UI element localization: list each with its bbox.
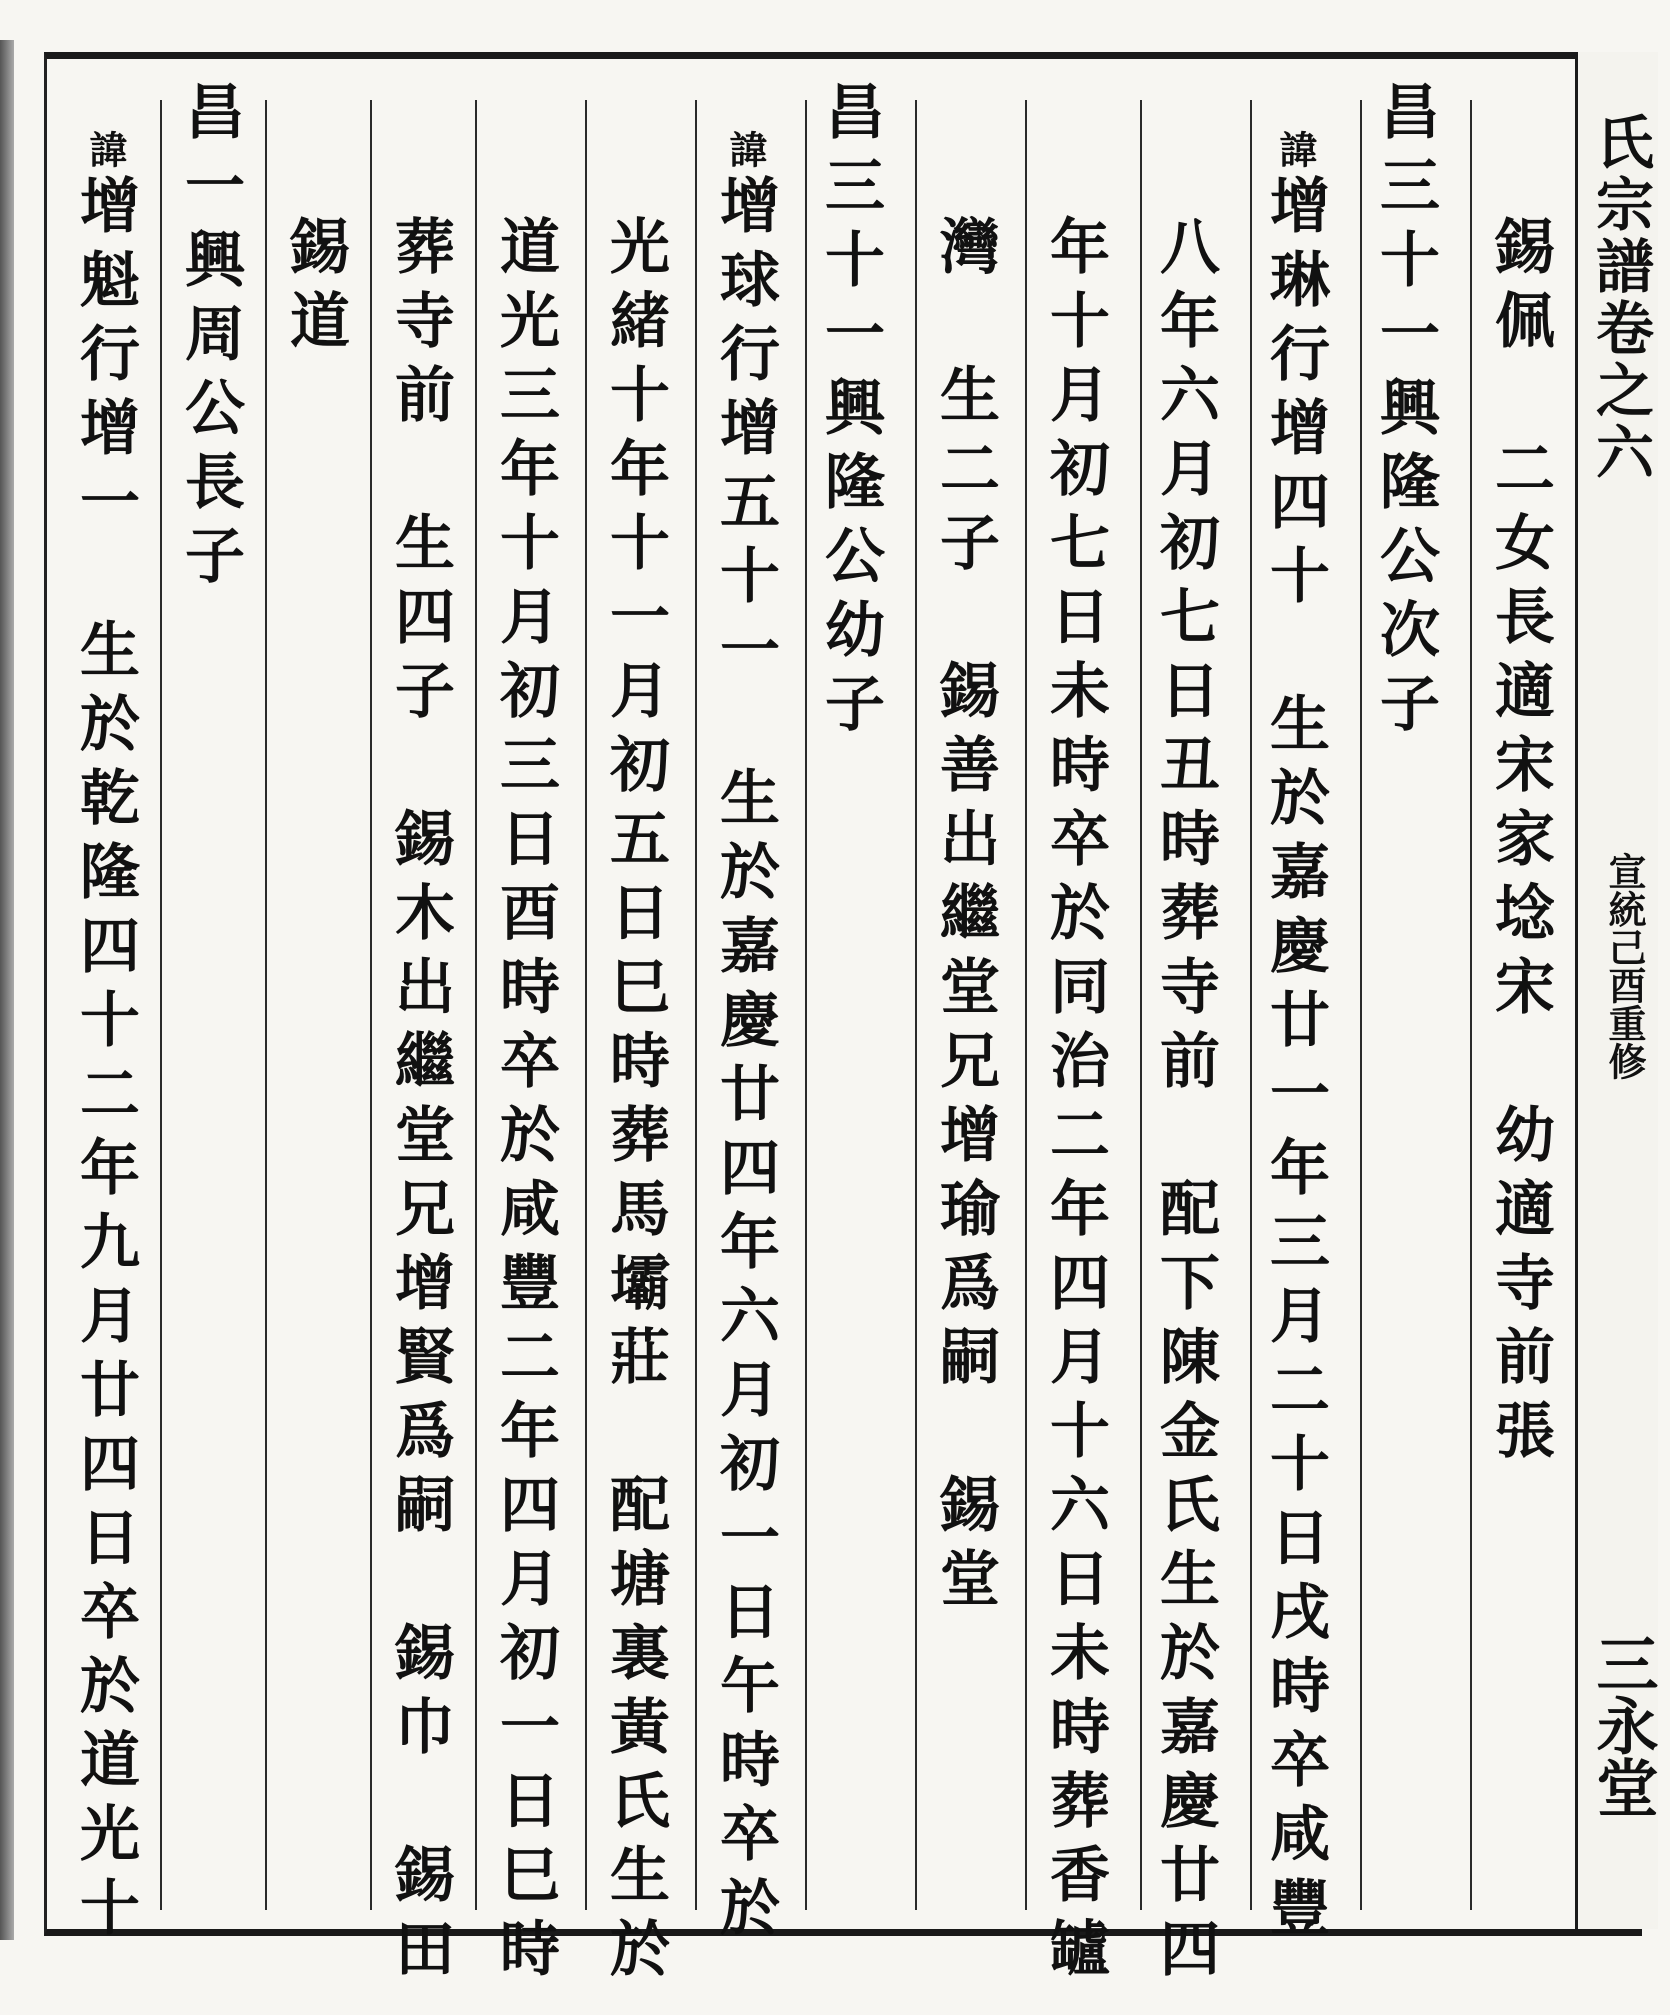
entry-text: 增琳行增四十 生於嘉慶廿一年三月二十日戌時卒咸豐 [1260, 174, 1330, 1950]
text-column [55, 130, 155, 1950]
text-column: 道光三年十月初三日酉時卒於咸豐二年四月初一日巳時 [490, 215, 560, 1991]
lineage-heading: 昌一興周公長子 [175, 80, 245, 598]
genealogy-title: 氏宗譜 [1586, 112, 1654, 298]
book-gutter [0, 40, 14, 1940]
lineage-heading: 昌三十一興隆公次子 [1370, 80, 1440, 746]
entry-text: 增球行增五十一 生於嘉慶廿四年六月初一日午時卒於 [710, 174, 780, 1950]
taboo-name-marker: 諱 [1273, 130, 1318, 174]
lineage-heading: 昌三十一興隆公幼子 [815, 80, 885, 746]
volume-number: 卷之六 [1586, 298, 1654, 484]
entry-text: 增魁行增一 生於乾隆四十二年九月廿四日卒於道光十 [70, 174, 140, 1950]
text-column: 葬寺前 生四子 錫木出繼堂兄增賢爲嗣 錫巾 錫田 [385, 215, 455, 1991]
text-column [1245, 130, 1345, 1950]
text-column: 錫佩 二女長適宋家埝宋 幼適寺前張 [1485, 215, 1555, 1473]
edition-note: 宣統己酉重修 [1602, 852, 1647, 1080]
text-column [695, 130, 795, 1950]
page-margin-column [1575, 52, 1658, 1929]
text-column: 年十月初七日未時卒於同治二年四月十六日未時葬香罏 [1040, 215, 1110, 1991]
spine-title [1588, 112, 1652, 484]
text-column: 錫道 [280, 215, 350, 363]
text-column: 八年六月初七日丑時葬寺前 配下陳金氏生於嘉慶廿四 [1150, 215, 1220, 1991]
taboo-name-marker: 諱 [723, 130, 768, 174]
text-column: 灣 生二子 錫善出繼堂兄增瑜爲嗣 錫堂 [930, 215, 1000, 1621]
text-column: 光緒十年十一月初五日巳時葬馬壩莊 配塘裏黃氏生於 [600, 215, 670, 1991]
hall-name: 三永堂 [1586, 1632, 1659, 1818]
taboo-name-marker: 諱 [83, 130, 128, 174]
